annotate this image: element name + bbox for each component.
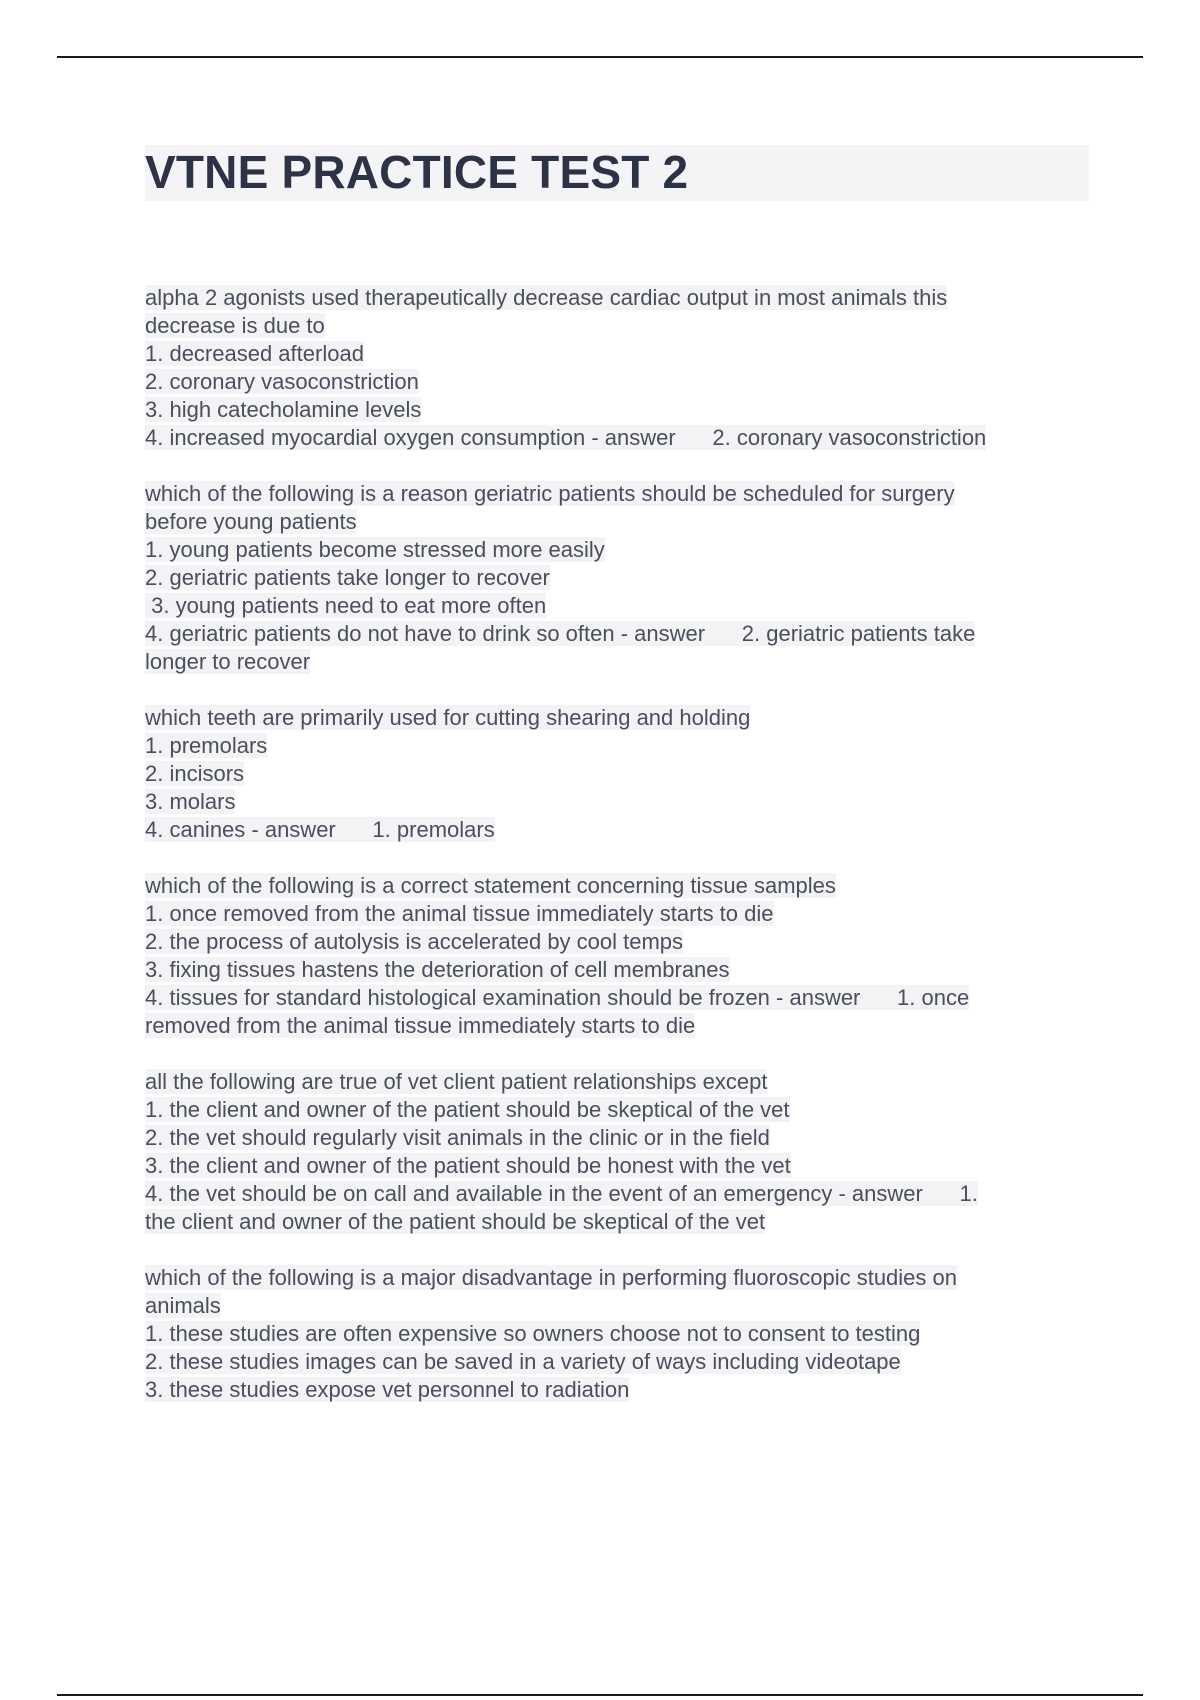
option-line: 3. high catecholamine levels	[145, 397, 422, 422]
question-1	[145, 284, 1085, 452]
question-line: animals	[145, 1293, 221, 1318]
question-2	[145, 480, 1085, 676]
option-line: 3. young patients need to eat more often	[145, 593, 547, 618]
answer-line: 4. geriatric patients do not have to drink so often - answer 2. geriatric patients take	[145, 621, 976, 646]
option-line: 2. the process of autolysis is accelerated by cool temps	[145, 929, 684, 954]
option-line: 1. these studies are often expensive so owners choose not to consent to testing	[145, 1321, 921, 1346]
option-line: 2. incisors	[145, 761, 245, 786]
option-line: 2. coronary vasoconstriction	[145, 369, 419, 394]
option-line: 3. the client and owner of the patient should be honest with the vet	[145, 1153, 791, 1178]
top-rule	[57, 56, 1143, 58]
question-line: which of the following is a correct statement concerning tissue samples	[145, 873, 836, 898]
question-list	[145, 284, 1085, 1432]
option-line: 3. molars	[145, 789, 236, 814]
option-line: 2. the vet should regularly visit animals in the clinic or in the field	[145, 1125, 770, 1150]
question-line: which of the following is a major disadvantage in performing fluoroscopic studies on	[145, 1265, 957, 1290]
question-line: which of the following is a reason geriatric patients should be scheduled for surgery	[145, 481, 955, 506]
answer-line: 4. tissues for standard histological examination should be frozen - answer 1. once	[145, 985, 970, 1010]
answer-line: 4. canines - answer 1. premolars	[145, 817, 495, 842]
question-line: alpha 2 agonists used therapeutically decrease cardiac output in most animals this	[145, 285, 948, 310]
option-line: 1. decreased afterload	[145, 341, 364, 366]
option-line: 3. these studies expose vet personnel to radiation	[145, 1377, 630, 1402]
question-line: which teeth are primarily used for cutting shearing and holding	[145, 705, 751, 730]
question-line: all the following are true of vet client patient relationships except	[145, 1069, 768, 1094]
option-line: 1. premolars	[145, 733, 268, 758]
option-line: 3. fixing tissues hastens the deterioration of cell membranes	[145, 957, 730, 982]
option-line: 2. geriatric patients take longer to recover	[145, 565, 550, 590]
question-6	[145, 1264, 1085, 1404]
question-5	[145, 1068, 1085, 1236]
answer-line: 4. the vet should be on call and available in the event of an emergency - answer 1.	[145, 1181, 978, 1206]
page-title: VTNE PRACTICE TEST 2	[145, 146, 689, 198]
question-4	[145, 872, 1085, 1040]
option-line: 2. these studies images can be saved in a variety of ways including videotape	[145, 1349, 901, 1374]
answer-line: 4. increased myocardial oxygen consumption - answer 2. coronary vasoconstriction	[145, 425, 987, 450]
question-line: before young patients	[145, 509, 357, 534]
question-3	[145, 704, 1085, 844]
answer-line: removed from the animal tissue immediately starts to die	[145, 1013, 696, 1038]
answer-line: the client and owner of the patient should be skeptical of the vet	[145, 1209, 766, 1234]
question-line: decrease is due to	[145, 313, 325, 338]
bottom-rule	[57, 1694, 1143, 1696]
option-line: 1. the client and owner of the patient should be skeptical of the vet	[145, 1097, 790, 1122]
option-line: 1. young patients become stressed more easily	[145, 537, 605, 562]
option-line: 1. once removed from the animal tissue immediately starts to die	[145, 901, 774, 926]
answer-line: longer to recover	[145, 649, 311, 674]
